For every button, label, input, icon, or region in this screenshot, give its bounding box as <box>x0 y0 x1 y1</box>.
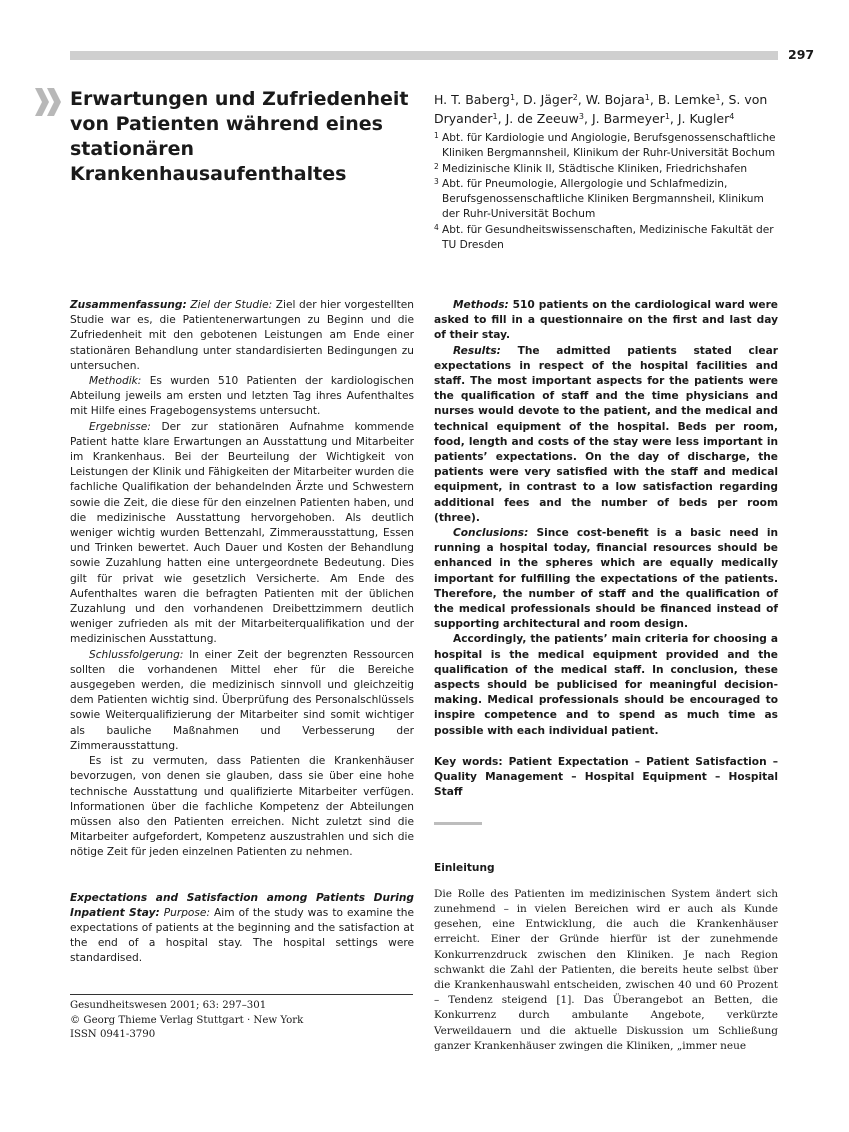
affiliation-item <box>434 131 779 162</box>
aim-text: Ziel der hier vorgestellten Studie war es, die Patientenerwartungen zu Beginn und die Zufriedenheit mit den gebotenen Leistungen am Ende einer stationären Behandlung unter standardisierten Bedingungen zu untersuchen. <box>70 299 415 372</box>
author: J. de Zeeuw <box>505 111 579 126</box>
affiliation-item <box>434 162 779 177</box>
affiliation-text: Medizinische Klinik II, Städtische Kliniken, Friedrichshafen <box>442 162 748 175</box>
left-column <box>70 298 414 967</box>
abstract-de-closing: Es ist zu vermuten, dass Patienten die Krankenhäuser bevorzugen, von denen sie glauben, dass sie über eine hohe technische Ausstattung und qualifizierte Mitarbeiter verfügen. Informationen über die fachliche Kompetenz der Abteilungen müssen also den Patienten erreichen. Nicht zuletzt sind die Mitarbeiter aufgefordert, Kompetenz auszustrahlen und sich die nötige Zeit für jeden einzelnen Patienten zu nehmen. <box>70 755 414 859</box>
abstract-en-conclusions <box>434 526 778 632</box>
author: H. T. Baberg <box>434 92 510 107</box>
section-divider <box>434 822 482 825</box>
affiliation-number: 2 <box>434 161 439 171</box>
affiliation-item <box>434 177 779 223</box>
methods-text-en: 510 patients on the cardiological ward were asked to fill in a questionnaire on the first and last day of their stay. <box>434 299 778 342</box>
author-affiliation-mark: 1 <box>644 93 650 102</box>
keywords-text: Patient Expectation – Patient Satisfaction – Quality Management – Hospital Equipment – Hospital Staff <box>434 755 778 799</box>
author-affiliation-mark: 1 <box>715 93 721 102</box>
right-column <box>434 298 778 1054</box>
author-affiliation-mark: 1 <box>492 112 498 121</box>
affiliation-list <box>434 131 779 253</box>
article-title: Erwartungen und Zufriedenheit von Patienten während eines stationären Krankenhausaufenthaltes <box>70 88 409 185</box>
abstract-de-heading: Zusammenfassung: <box>70 299 187 311</box>
abstract-en-results <box>434 344 778 526</box>
conclusion-label: Schlussfolgerung: <box>89 648 184 661</box>
affiliation-number: 3 <box>434 176 439 186</box>
abstract-en-methods <box>434 298 778 344</box>
author: W. Bojara <box>585 92 645 107</box>
abstract-de-conclusion <box>70 648 414 754</box>
publisher: © Georg Thieme Verlag Stuttgart · New York <box>70 1014 304 1026</box>
affiliation-item <box>434 223 779 254</box>
author: B. Lemke <box>657 92 716 107</box>
conclusions-text-en: Since cost-benefit is a basic need in running a hospital today, financial resources should be enhanced in the spheres which are equally medically important for fulfilling the expectations of the patients. Therefore, the number of staff and the qualification of the medical professionals should be financed instead of supporting architectural and room design. <box>434 527 778 631</box>
journal-citation: Gesundheitswesen 2001; 63: 297–301 <box>70 1000 267 1011</box>
methods-text: Es wurden 510 Patienten der kardiologischen Abteilung jeweils am ersten und letzten Tag ihres Aufenthaltes mit Hilfe eines Fragebogensystems untersucht. <box>70 375 414 418</box>
methods-label: Methodik: <box>89 375 142 388</box>
affiliation-number: 1 <box>434 131 439 140</box>
author: J. Barmeyer <box>591 111 665 126</box>
affiliation-text: Abt. für Gesundheitswissenschaften, Medizinische Fakultät der TU Dresden <box>442 223 774 252</box>
introduction-text: Die Rolle des Patienten im medizinischen System ändert sich zunehmend – in vielen Bereichen wird er auch als Kunde gesehen, eine Entwicklung, die auch die Krankenhäuser erreicht. Einer der Gründe hierfür ist der zunehmende Konkurrenzdruck zwischen den Kliniken. Je nach Region schwankt die Zahl der Patienten, die bereits heute selbst über die Krankenhauswahl entscheiden, zwischen 40 und 60 Prozent – Tendenz steigend [1]. Das Überangebot an Betten, die Konkurrenz durch ambulante Angebote, verkürzte Verweildauern und die aktuelle Diskussion um Schließung ganzer Krankenhäuser zwingen die Kliniken, „immer neue <box>434 887 778 1052</box>
author: D. Jäger <box>523 92 573 107</box>
footer <box>70 999 303 1043</box>
results-label-en: Results: <box>453 344 501 357</box>
abstract-de-aim <box>70 298 414 374</box>
purpose-label: Purpose: <box>163 906 211 919</box>
affiliation-text: Abt. für Kardiologie und Angiologie, Berufsgenossenschaftliche Kliniken Bergmannsheil, Klinikum der Ruhr-Universität Bochum <box>442 132 776 160</box>
purpose-text: Aim of the study was to examine the expectations of patients at the beginning and the satisfaction at the end of a hospital stay. The hospital settings were standardised. <box>70 906 414 965</box>
abstract-en-start <box>70 891 414 967</box>
affiliation-number: 4 <box>434 222 439 232</box>
abstract-de-methods <box>70 374 414 420</box>
results-text: Der zur stationären Aufnahme kommende Patient hatte klare Erwartungen an Ausstattung und Mitarbeiter im Krankenhaus. Bei der Beurteilung der Wichtigkeit von Leistungen der Klinik und Fähigkeiten der Mitarbeiter wurden die fachliche Qualifikation der behandelnden Ärzte und Schwestern sowie die Zeit, die diese für den einzelnen Patienten haben, und die medizinische Ausstattung hervorgehoben. Als deutlich weniger wichtig wurden Bettenzahl, Zimmerausstattung, Essen und Trinken bewertet. Auch Dauer und Kosten der Behandlung sowie Zuzahlung hatten eine untergeordnete Bedeutung. Dies gilt für privat wie gesetzlich Versicherte. Am Ende des Aufenthaltes waren die befragten Patienten mit der üblichen Zuzahlung und den vorhandenen Dreibettzimmern deutlich weniger zufrieden als mit der Mitarbeiterqualifikation und der medizinischen Ausstattung. <box>70 420 414 646</box>
author-affiliation-mark: 1 <box>664 112 670 121</box>
header-rule <box>70 51 778 60</box>
chevron-quote-icon <box>35 88 63 116</box>
keywords-label: Key words: <box>434 755 503 768</box>
conclusion-text: In einer Zeit der begrenzten Ressourcen sollten die vorhandenen Mittel eher für die Bereiche ausgegeben werden, die medizinisch sinnvoll und gleichzeitig dem Patienten wichtig sind. Überprüfung des Personalschlüssels sowie Weiterqualifizierung der Mitarbeiter sind somit wichtiger als bauliche Maßnahmen und Verbesserung der Zimmerausstattung. <box>70 648 414 752</box>
page-number: 297 <box>788 47 815 62</box>
results-label: Ergebnisse: <box>89 420 151 433</box>
author-affiliation-mark: 3 <box>578 112 584 121</box>
results-text-en: The admitted patients stated clear expectations in respect of the hospital facilities and staff. The most important aspects for the patients were the qualification of staff and the time physicians and nurses would devote to the patient, and the medical and technical equipment of the hospital. Beds per room, food, length and costs of the stay were less important in patients’ expectations. On the day of discharge, the patients were very satisfied with the staff and medical equipment, in contrast to a low satisfaction regarding additional fees and the number of beds per room (three). <box>434 344 778 524</box>
affiliation-text: Abt. für Pneumologie, Allergologie und Schlafmedizin, Berufsgenossenschaftliche Kliniken Bergmannsheil, Klinikum der Ruhr-Universität Bochum <box>442 177 764 221</box>
aim-label: Ziel der Studie: <box>190 299 273 311</box>
author-affiliation-mark: 4 <box>729 112 735 121</box>
footer-rule <box>70 994 413 995</box>
section-heading-introduction: Einleitung <box>434 861 495 874</box>
author-affiliation-mark: 1 <box>509 93 516 102</box>
keywords <box>434 755 778 801</box>
conclusions-label-en: Conclusions: <box>453 527 529 540</box>
author: S. von Dryander <box>434 92 768 126</box>
methods-label-en: Methods: <box>453 299 509 311</box>
abstract-en-heading: Expectations and Satisfaction among Patients During Inpatient Stay: <box>70 891 414 919</box>
abstract-en-closing: Accordingly, the patients’ main criteria for choosing a hospital is the medical equipment provided and the qualification of the medical staff. In conclusion, these aspects should be publicised for meaningful decision-making. Medical professionals should be encouraged to inspire competence and to spend as much time as possible with each individual patient. <box>434 633 778 737</box>
abstract-de-results <box>70 420 414 648</box>
author-list: H. T. Baberg$^1$, D. Jäger$^2$, W. Bojara$^1$, B. Lemke$^1$, S. von Dryander$^1$, J. de Zeeuw$^3$, J. Barmeyer$^1$, J. Kugler$^4$ <box>434 92 768 126</box>
author: J. Kugler <box>677 111 730 126</box>
author-affiliation-mark: 2 <box>572 93 578 102</box>
issn: ISSN 0941-3790 <box>70 1029 156 1041</box>
